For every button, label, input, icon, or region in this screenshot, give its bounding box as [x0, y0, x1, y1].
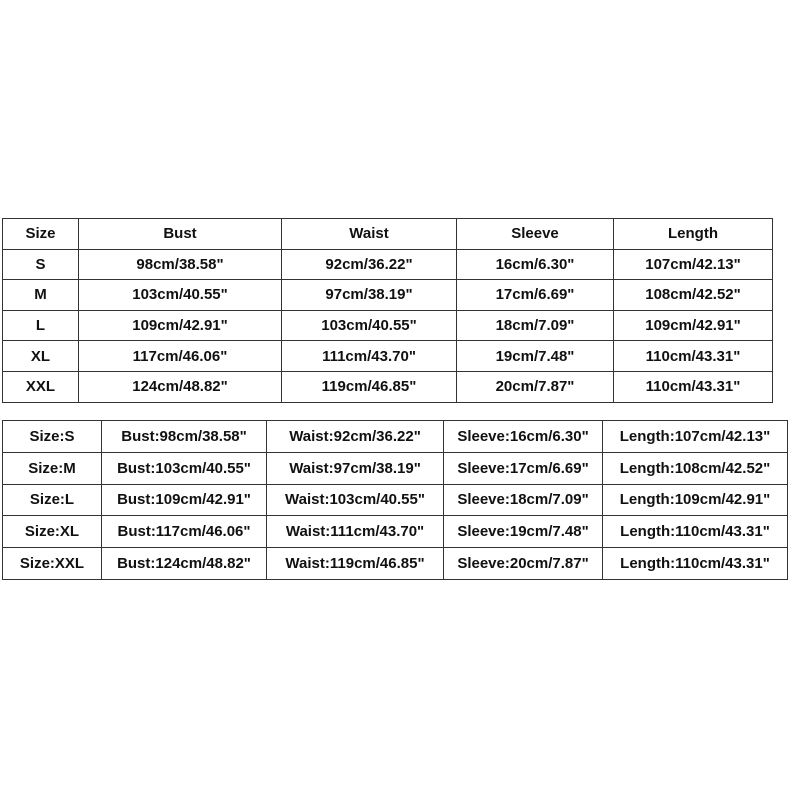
table-cell: M: [3, 280, 79, 311]
table-cell: Waist:97cm/38.19": [267, 452, 444, 484]
size-chart-table: [2, 218, 773, 403]
table-cell: 108cm/42.52": [614, 280, 773, 311]
table-cell: Bust:117cm/46.06": [102, 516, 267, 548]
table-row: [3, 280, 773, 311]
table-row: [3, 548, 788, 580]
header-cell: Bust: [79, 219, 282, 250]
table-cell: Size:L: [3, 484, 102, 516]
size-detail-table: [2, 420, 788, 580]
table-cell: 119cm/46.85": [282, 371, 457, 402]
table-cell: Bust:103cm/40.55": [102, 452, 267, 484]
table-cell: Sleeve:16cm/6.30": [444, 421, 603, 453]
table-row: [3, 516, 788, 548]
table-cell: Waist:119cm/46.85": [267, 548, 444, 580]
table-cell: 110cm/43.31": [614, 341, 773, 372]
header-cell: Size: [3, 219, 79, 250]
table-cell: Length:110cm/43.31": [603, 548, 788, 580]
table-cell: S: [3, 249, 79, 280]
table-cell: 97cm/38.19": [282, 280, 457, 311]
table-cell: XXL: [3, 371, 79, 402]
table-cell: Sleeve:19cm/7.48": [444, 516, 603, 548]
table-cell: XL: [3, 341, 79, 372]
table-cell: 92cm/36.22": [282, 249, 457, 280]
table-cell: Bust:124cm/48.82": [102, 548, 267, 580]
table-cell: Length:108cm/42.52": [603, 452, 788, 484]
table-row: [3, 421, 788, 453]
table-cell: Sleeve:20cm/7.87": [444, 548, 603, 580]
table-cell: 18cm/7.09": [457, 310, 614, 341]
table-row: [3, 452, 788, 484]
table-cell: 110cm/43.31": [614, 371, 773, 402]
table-cell: Size:S: [3, 421, 102, 453]
table-cell: 109cm/42.91": [79, 310, 282, 341]
table-cell: 109cm/42.91": [614, 310, 773, 341]
table-row: [3, 249, 773, 280]
table-cell: Waist:111cm/43.70": [267, 516, 444, 548]
table-cell: 107cm/42.13": [614, 249, 773, 280]
table-cell: Size:XXL: [3, 548, 102, 580]
table-cell: 20cm/7.87": [457, 371, 614, 402]
header-cell: Sleeve: [457, 219, 614, 250]
table-cell: Size:XL: [3, 516, 102, 548]
table-row: [3, 484, 788, 516]
table-cell: Sleeve:18cm/7.09": [444, 484, 603, 516]
table-row: [3, 341, 773, 372]
table-cell: Size:M: [3, 452, 102, 484]
table-cell: 16cm/6.30": [457, 249, 614, 280]
table-cell: 111cm/43.70": [282, 341, 457, 372]
table-cell: Length:107cm/42.13": [603, 421, 788, 453]
table-cell: L: [3, 310, 79, 341]
table-cell: 98cm/38.58": [79, 249, 282, 280]
table-cell: Waist:92cm/36.22": [267, 421, 444, 453]
table-cell: 19cm/7.48": [457, 341, 614, 372]
table-cell: Length:109cm/42.91": [603, 484, 788, 516]
table-row: [3, 371, 773, 402]
table-cell: 17cm/6.69": [457, 280, 614, 311]
table-cell: 124cm/48.82": [79, 371, 282, 402]
table-cell: Length:110cm/43.31": [603, 516, 788, 548]
table-cell: 117cm/46.06": [79, 341, 282, 372]
table-cell: 103cm/40.55": [282, 310, 457, 341]
header-cell: Length: [614, 219, 773, 250]
table-cell: Waist:103cm/40.55": [267, 484, 444, 516]
table-cell: Bust:98cm/38.58": [102, 421, 267, 453]
header-cell: Waist: [282, 219, 457, 250]
table-cell: Sleeve:17cm/6.69": [444, 452, 603, 484]
table-row: [3, 310, 773, 341]
table-cell: 103cm/40.55": [79, 280, 282, 311]
table-cell: Bust:109cm/42.91": [102, 484, 267, 516]
table-header-row: [3, 219, 773, 250]
